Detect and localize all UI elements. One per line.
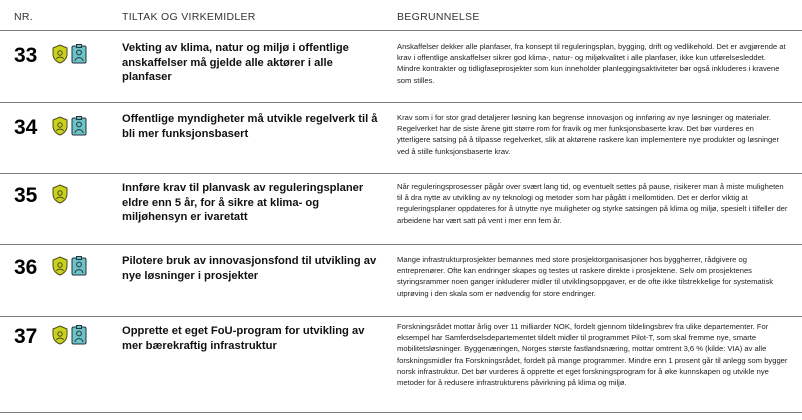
rationale-text: Mange infrastrukturprosjekter bemannes med store prosjektorganisasjoner hos byggherrer, rådgivere og entreprenører. Ofte kan endringer skapes og testes ut raskere direkte i prosjektene. Selv om prosjektenes styringsrammer noen ganger inkluderer midler til utviklingsoppgaver, er de ofte ikke tilstrekkelige for systematisk utprøving i den skala som er nødvendig for store endringer. [397,255,774,298]
row-number: 37 [14,325,38,348]
person-badge-icon [71,325,87,345]
row-number: 36 [14,256,38,279]
shield-icon [52,44,68,64]
row-icons [52,116,87,136]
person-badge-icon [71,44,87,64]
table-row [0,31,802,103]
row-icons [52,184,68,204]
shield-icon [52,325,68,345]
table-row [0,103,802,174]
shield-icon [52,184,68,204]
table-row [0,317,802,413]
row-icons [52,256,87,276]
measure-title: Vekting av klima, natur og miljø i offentlige anskaffelser må gjelde alle aktører i alle planfaser [122,42,349,83]
header-measures: TILTAK OG VIRKEMIDLER [122,11,256,23]
row-number: 35 [14,184,38,207]
row-number: 33 [14,44,38,67]
shield-icon [52,116,68,136]
rationale-text: Krav som i for stor grad detaljerer løsning kan begrense innovasjon og innføring av nye løsninger og materialer. Regelverket har de siste årene gitt større rom for fravik og mer funksjonsbaserte krav. Det bør vurderes en ytterligere satsing på å tilpasse regelverket, slik at aktørene raskere kan implementere nye produkter og løsninger ved å stille funksjonsbaserte krav. [397,113,779,156]
table-header [0,0,802,31]
row-icons [52,325,87,345]
shield-icon [52,256,68,276]
measure-title: Innføre krav til planvask av reguleringsplaner eldre enn 5 år, for å sikre at klima- og miljøhensyn er ivaretatt [122,182,364,223]
rationale-text: Forskningsrådet mottar årlig over 11 milliarder NOK, fordelt gjennom tildelingsbrev fra ulike departementer. For eksempel har Samferdselsdepartementet tildelt midler til programmet Pilot-T, som skal fremme nye, smarte mobilitetsløsninger. Byggenæringen, Norges største fastlandsnæring, mottar omtrent 3,6 % (kilde: VIA) av alle forskningsmidler fra Forskningsrådet, fordelt på mange programmer. Mindre enn 1 prosent går til anlegg som bygger norsk infrastruktur. Det bør vurderes å opprette et eget forskningsprogram for å øke kunnskapen og utvikle nye metoder for å redusere infrastrukturens påvirkning på klima og miljø. [397,322,788,388]
person-badge-icon [71,256,87,276]
measure-title: Pilotere bruk av innovasjonsfond til utvikling av nye løsninger i prosjekter [122,255,377,282]
person-badge-icon [71,116,87,136]
table-row [0,245,802,317]
measure-title: Opprette et eget FoU-program for utvikling av mer bærekraftig infrastruktur [122,325,365,352]
row-number: 34 [14,116,38,139]
table-row [0,174,802,245]
row-icons [52,44,87,64]
header-rationale: BEGRUNNELSE [397,11,480,23]
rationale-text: Anskaffelser dekker alle planfaser, fra konsept til reguleringsplan, bygging, drift og vedlikehold. Det er avgjørende at krav i offentlige anskaffelser sikrer god klima-, natur- og miljøkvalitet i alle planfaser, ikke kun utførelsesleddet. Mindre kontrakter og tidligfaseprosjekter som kun inneholder planleggingsaktiviteter bør også inkluderes i kravene som stilles. [397,42,786,85]
header-nr: NR. [14,11,33,23]
rationale-text: Når reguleringsprosesser pågår over svært lang tid, og eventuelt settes på pause, risikerer man å miste muligheten til å dra nytte av utvikling av ny teknologi og metoder som har pågått i mellomtiden. Det er derfor viktig at reguleringsplaner oppdateres for å utnytte nye muligheter og styrke satsingen på klima og miljø, spesielt i tilfeller der arbeidene har vært satt på vent i mer enn fem år. [397,182,788,225]
measure-title: Offentlige myndigheter må utvikle regelverk til å bli mer funksjonsbasert [122,113,378,140]
